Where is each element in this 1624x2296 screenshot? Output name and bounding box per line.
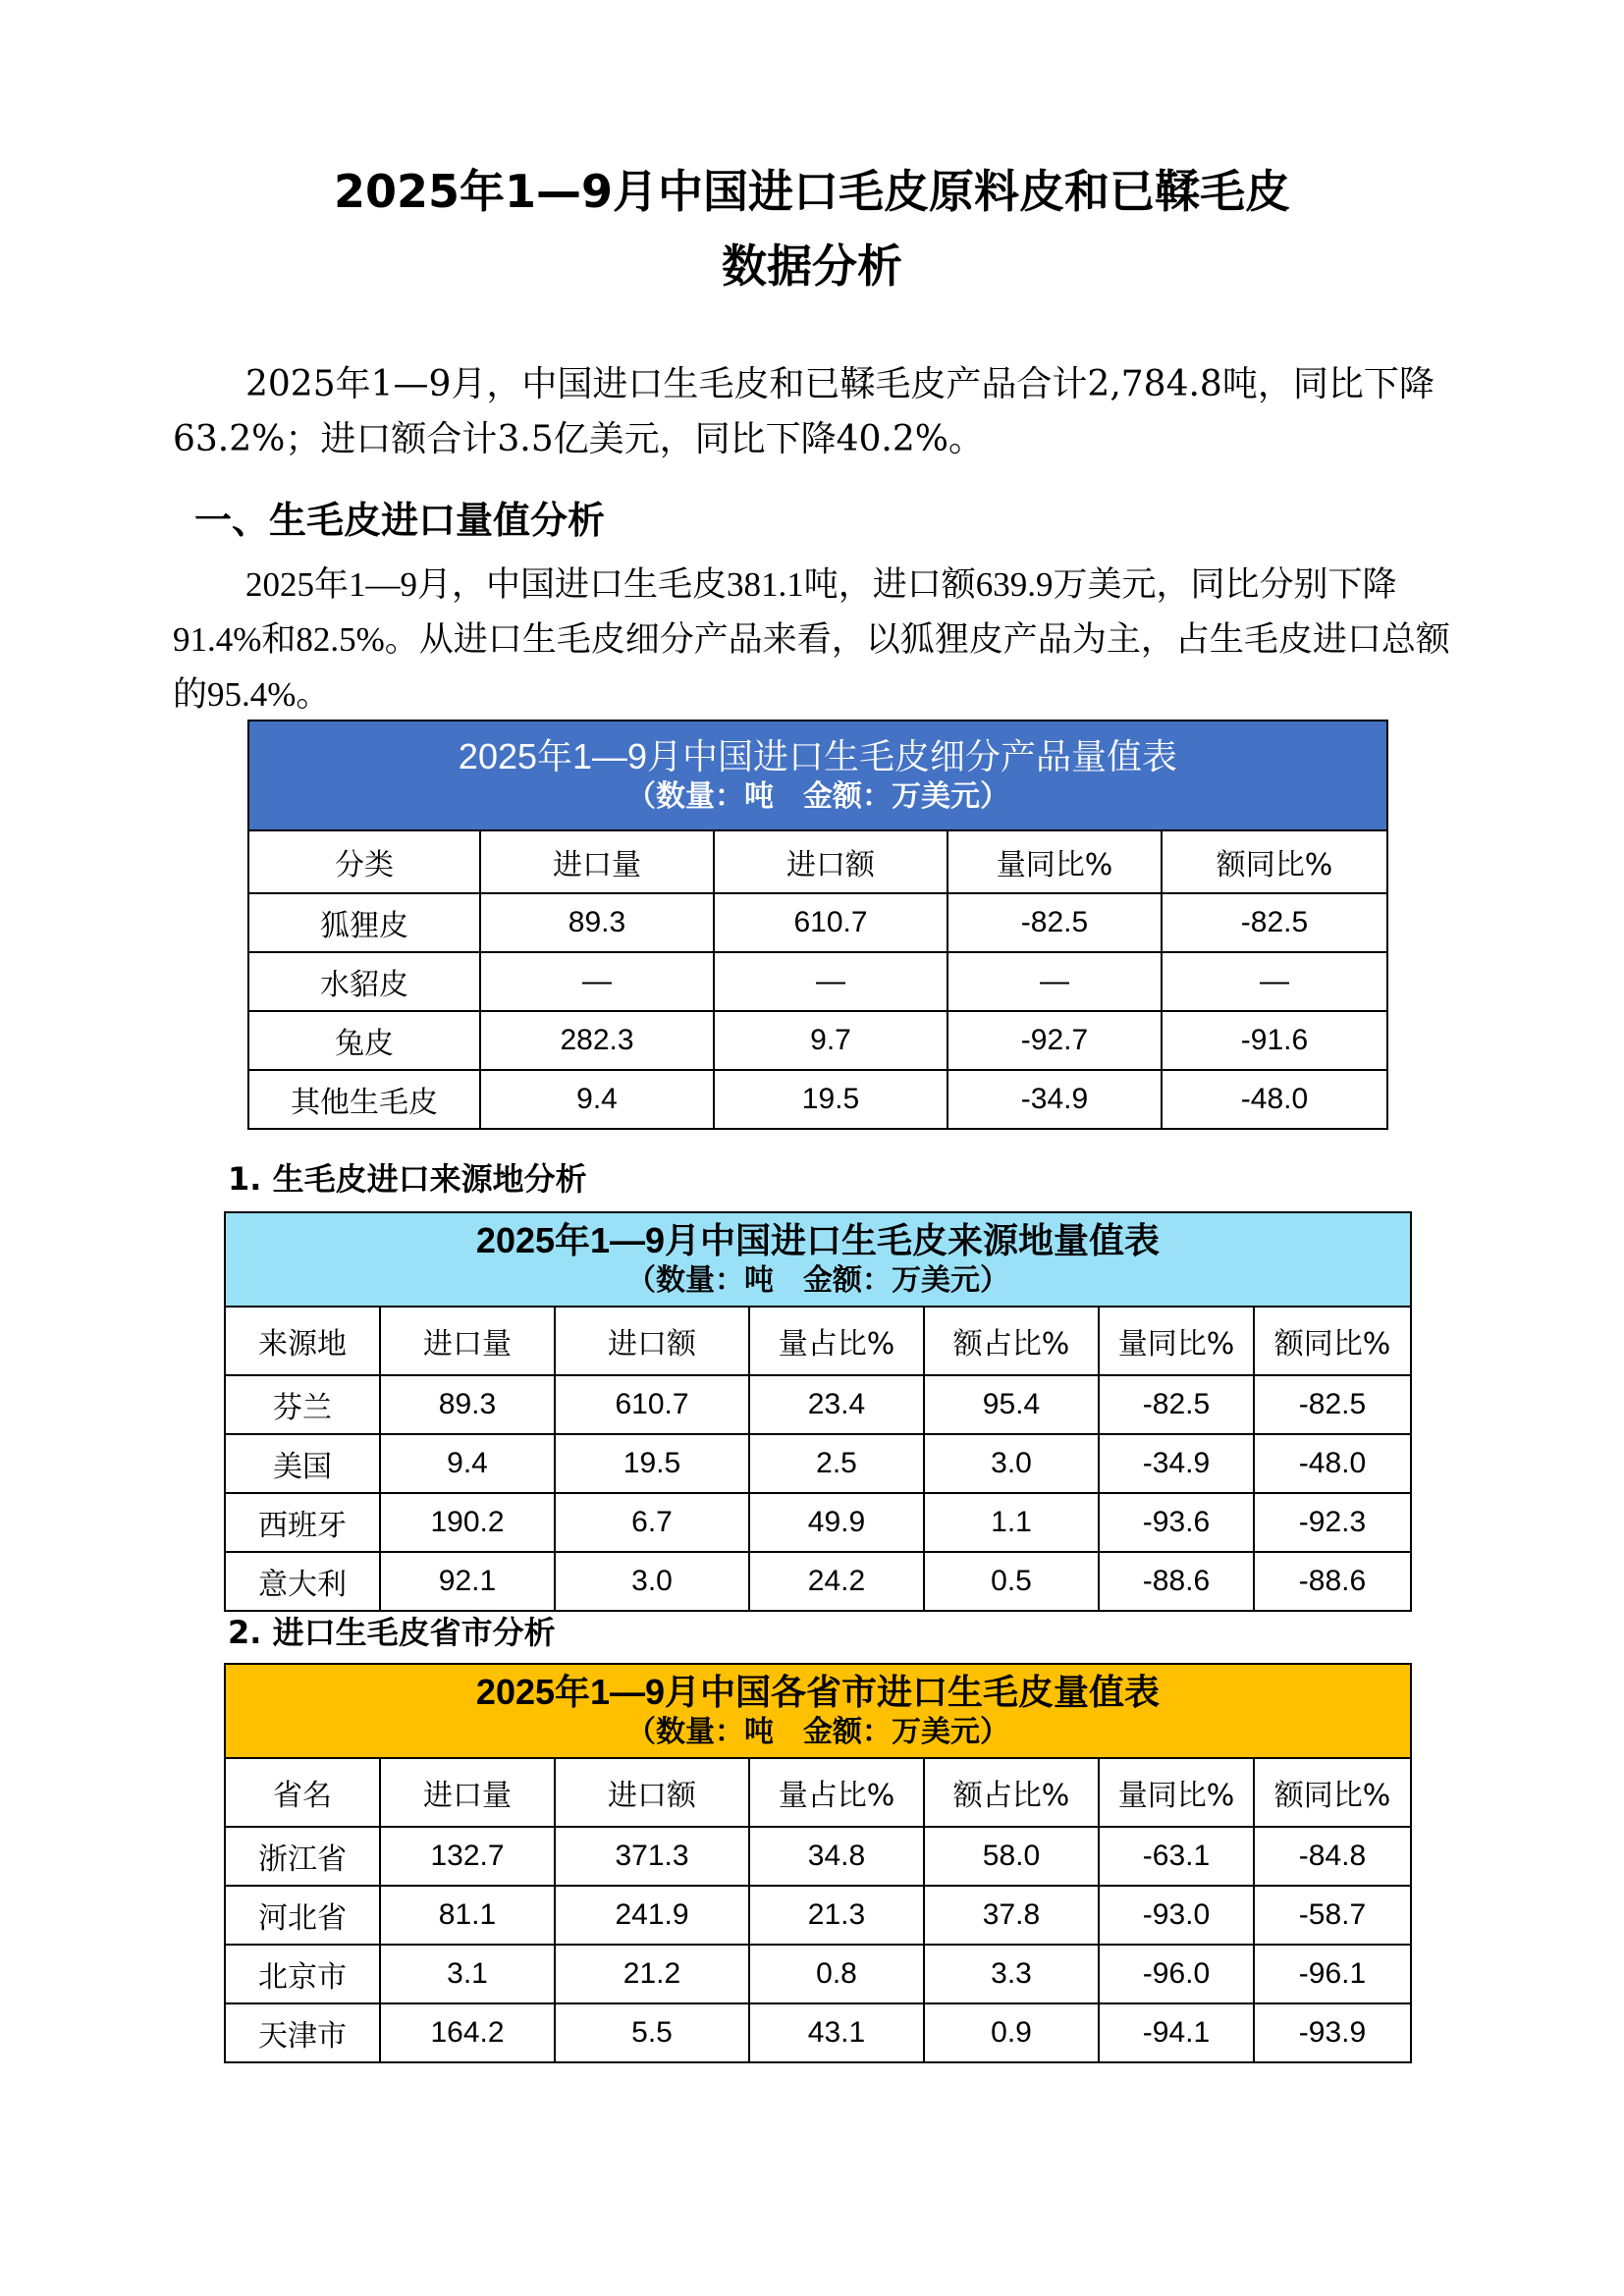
product-breakdown-table — [247, 720, 1388, 1130]
table-row — [248, 893, 1387, 952]
table-cell: 狐狸皮 — [248, 893, 480, 952]
table-row — [225, 2003, 1411, 2062]
table-caption-cell — [225, 1664, 1411, 1758]
table-row — [248, 952, 1387, 1011]
document-title-line2: 数据分析 — [722, 240, 902, 293]
table-cell: 49.9 — [749, 1493, 924, 1552]
table-cell: 164.2 — [380, 2003, 555, 2062]
table-header-row — [248, 830, 1387, 893]
table-cell: 美国 — [225, 1434, 380, 1493]
table-cell: 19.5 — [555, 1434, 749, 1493]
table-cell: -93.9 — [1254, 2003, 1411, 2062]
table-cell: 3.1 — [380, 1945, 555, 2003]
column-header: 进口额 — [555, 1307, 749, 1375]
column-header: 进口量 — [380, 1758, 555, 1827]
table-cell: 21.2 — [555, 1945, 749, 2003]
table-cell: 0.9 — [924, 2003, 1099, 2062]
table-cell: 6.7 — [555, 1493, 749, 1552]
table-cell: -82.5 — [1254, 1375, 1411, 1434]
table-caption: 2025年1—9月中国各省市进口生毛皮量值表 — [475, 1672, 1161, 1712]
table-caption-row — [248, 721, 1387, 830]
table-cell: 190.2 — [380, 1493, 555, 1552]
column-header: 量同比% — [947, 830, 1162, 893]
table-cell: 95.4 — [924, 1375, 1099, 1434]
table-cell: -82.5 — [947, 893, 1162, 952]
table-cell: -58.7 — [1254, 1886, 1411, 1945]
column-header: 量同比% — [1099, 1758, 1254, 1827]
table-cell: -34.9 — [947, 1070, 1162, 1129]
table-cell: 3.0 — [924, 1434, 1099, 1493]
table-cell: — — [714, 952, 947, 1011]
table-row — [248, 1011, 1387, 1070]
column-header: 进口量 — [380, 1307, 555, 1375]
subsection1-heading: 1. 生毛皮进口来源地分析 — [228, 1160, 587, 1198]
table-cell: 24.2 — [749, 1552, 924, 1611]
table-cell: -94.1 — [1099, 2003, 1254, 2062]
table-caption: 2025年1—9月中国进口生毛皮细分产品量值表 — [458, 736, 1178, 776]
province-table — [224, 1663, 1412, 2063]
table-cell: 9.4 — [380, 1434, 555, 1493]
subsection2-heading: 2. 进口生毛皮省市分析 — [228, 1614, 556, 1651]
table-cell: 241.9 — [555, 1886, 749, 1945]
table-caption: 2025年1—9月中国进口生毛皮来源地量值表 — [475, 1220, 1161, 1260]
table-cell: — — [947, 952, 1162, 1011]
table-caption-cell — [248, 721, 1387, 830]
table-cell: -48.0 — [1254, 1434, 1411, 1493]
table-cell: -92.3 — [1254, 1493, 1411, 1552]
table-cell: 282.3 — [480, 1011, 714, 1070]
intro-text: 2025年1—9月，中国进口生毛皮和已鞣毛皮产品合计2,784.8吨，同比下降63.2%；进口额合计3.5亿美元，同比下降40.2%。 — [173, 364, 1435, 459]
section1-heading: 一、生毛皮进口量值分析 — [194, 499, 606, 542]
table-header-row — [225, 1307, 1411, 1375]
column-header: 额同比% — [1254, 1758, 1411, 1827]
table-cell: -63.1 — [1099, 1827, 1254, 1886]
table-cell: 1.1 — [924, 1493, 1099, 1552]
table-cell: 9.7 — [714, 1011, 947, 1070]
table-cell: 610.7 — [714, 893, 947, 952]
table-units: （数量：吨 金额：万美元） — [626, 1716, 1009, 1748]
table-cell: 水貂皮 — [248, 952, 480, 1011]
table-cell: -88.6 — [1254, 1552, 1411, 1611]
column-header: 额占比% — [924, 1307, 1099, 1375]
column-header: 分类 — [248, 830, 480, 893]
section1-text: 2025年1—9月，中国进口生毛皮381.1吨，进口额639.9万美元，同比分别下降91.4%和82.5%。从进口生毛皮细分产品来看，以狐狸皮产品为主，占生毛皮进口总额的95.4%。 — [173, 565, 1450, 714]
table-cell: -82.5 — [1162, 893, 1387, 952]
table-cell: 371.3 — [555, 1827, 749, 1886]
table-units: （数量：吨 金额：万美元） — [626, 1264, 1009, 1297]
column-header: 额同比% — [1162, 830, 1387, 893]
column-header: 量同比% — [1099, 1307, 1254, 1375]
table-row — [225, 1493, 1411, 1552]
table-cell: -96.0 — [1099, 1945, 1254, 2003]
table-cell: 河北省 — [225, 1886, 380, 1945]
table-cell: -84.8 — [1254, 1827, 1411, 1886]
table-cell: -93.6 — [1099, 1493, 1254, 1552]
column-header: 进口量 — [480, 830, 714, 893]
table-row — [225, 1434, 1411, 1493]
table-cell: 3.3 — [924, 1945, 1099, 2003]
table-cell: 21.3 — [749, 1886, 924, 1945]
section1-paragraph — [173, 558, 1469, 722]
table-cell: 92.1 — [380, 1552, 555, 1611]
table-cell: 89.3 — [380, 1375, 555, 1434]
table-row — [225, 1552, 1411, 1611]
table-cell: 3.0 — [555, 1552, 749, 1611]
table-caption-row — [225, 1212, 1411, 1307]
table-cell: 2.5 — [749, 1434, 924, 1493]
table-cell: -34.9 — [1099, 1434, 1254, 1493]
table-cell: 34.8 — [749, 1827, 924, 1886]
table-cell: 37.8 — [924, 1886, 1099, 1945]
intro-paragraph — [173, 357, 1469, 467]
table-row — [225, 1827, 1411, 1886]
table-cell: 兔皮 — [248, 1011, 480, 1070]
column-header: 省名 — [225, 1758, 380, 1827]
table-cell: -91.6 — [1162, 1011, 1387, 1070]
column-header: 量占比% — [749, 1758, 924, 1827]
column-header: 进口额 — [714, 830, 947, 893]
table-cell: -93.0 — [1099, 1886, 1254, 1945]
table-caption-cell — [225, 1212, 1411, 1307]
column-header: 额同比% — [1254, 1307, 1411, 1375]
table-cell: 天津市 — [225, 2003, 380, 2062]
table-cell: 81.1 — [380, 1886, 555, 1945]
table-cell: 其他生毛皮 — [248, 1070, 480, 1129]
column-header: 量占比% — [749, 1307, 924, 1375]
table-cell: 意大利 — [225, 1552, 380, 1611]
table-cell: 芬兰 — [225, 1375, 380, 1434]
table-cell: -92.7 — [947, 1011, 1162, 1070]
table-cell: — — [480, 952, 714, 1011]
table-cell: 5.5 — [555, 2003, 749, 2062]
table-cell: -88.6 — [1099, 1552, 1254, 1611]
table-cell: — — [1162, 952, 1387, 1011]
table-cell: -48.0 — [1162, 1070, 1387, 1129]
table-header-row — [225, 1758, 1411, 1827]
table-row — [225, 1375, 1411, 1434]
table-cell: 西班牙 — [225, 1493, 380, 1552]
table-cell: 0.8 — [749, 1945, 924, 2003]
table-cell: 19.5 — [714, 1070, 947, 1129]
column-header: 进口额 — [555, 1758, 749, 1827]
table-cell: 58.0 — [924, 1827, 1099, 1886]
table-cell: 132.7 — [380, 1827, 555, 1886]
table-units: （数量：吨 金额：万美元） — [626, 780, 1009, 813]
source-country-table — [224, 1211, 1412, 1612]
table-cell: 23.4 — [749, 1375, 924, 1434]
table-cell: 43.1 — [749, 2003, 924, 2062]
table-row — [225, 1945, 1411, 2003]
table-row — [248, 1070, 1387, 1129]
column-header: 来源地 — [225, 1307, 380, 1375]
table-caption-row — [225, 1664, 1411, 1758]
table-cell: -96.1 — [1254, 1945, 1411, 2003]
column-header: 额占比% — [924, 1758, 1099, 1827]
document-title: 2025年1—9月中国进口毛皮原料皮和已鞣毛皮 — [333, 165, 1291, 218]
table-cell: 9.4 — [480, 1070, 714, 1129]
table-cell: 北京市 — [225, 1945, 380, 2003]
table-cell: 0.5 — [924, 1552, 1099, 1611]
table-cell: 89.3 — [480, 893, 714, 952]
table-cell: 浙江省 — [225, 1827, 380, 1886]
table-cell: 610.7 — [555, 1375, 749, 1434]
table-row — [225, 1886, 1411, 1945]
table-cell: -82.5 — [1099, 1375, 1254, 1434]
